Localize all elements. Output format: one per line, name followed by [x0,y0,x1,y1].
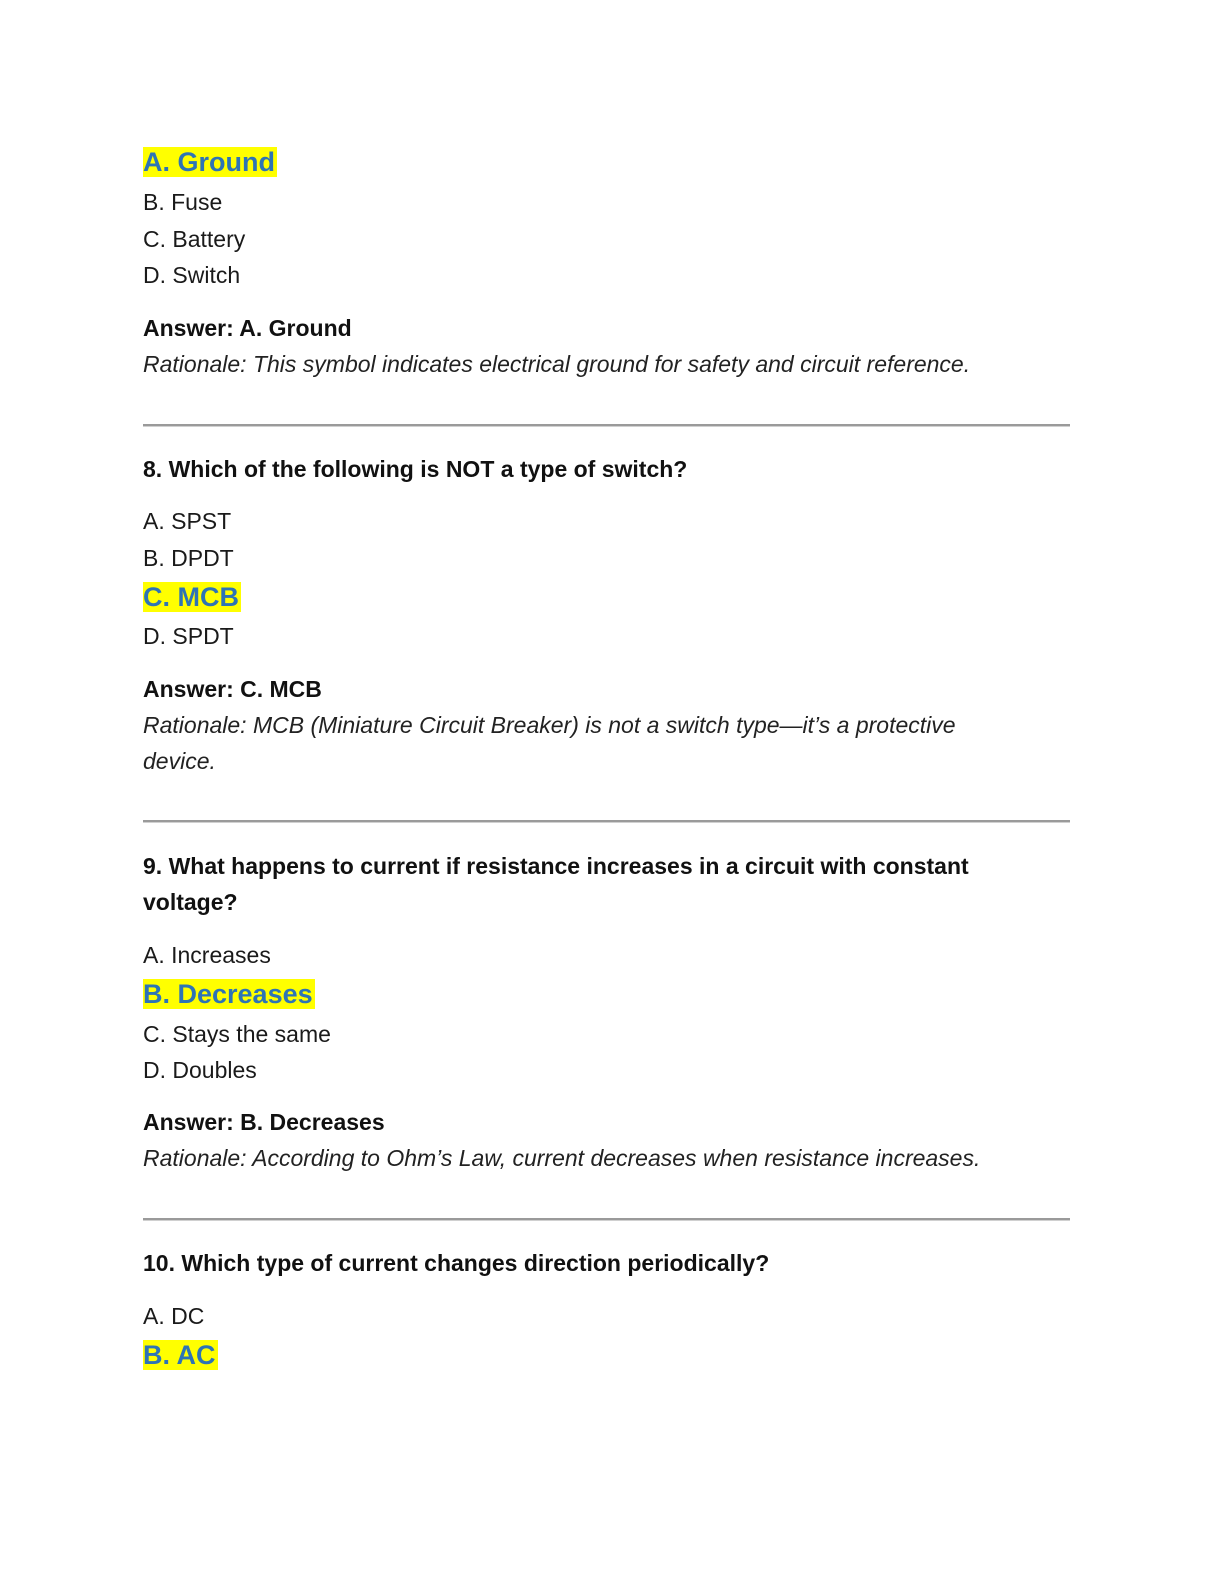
q7-answer: Answer: A. Ground [143,315,352,341]
section-divider [143,820,1070,823]
q8-option-a: A. SPST [143,508,232,534]
correct-answer-highlight: C. MCB [143,582,239,612]
q9-option-d: D. Doubles [143,1057,257,1083]
q7-rationale: Rationale: This symbol indicates electrical ground for safety and circuit reference. [143,351,971,377]
q9-option-b-correct [143,976,315,1012]
q9-answer: Answer: B. Decreases [143,1109,385,1135]
q8-question: 8. Which of the following is NOT a type of switch? [143,456,688,482]
q8-rationale-line-1: Rationale: MCB (Miniature Circuit Breaker) is not a switch type—it’s a protective [143,712,956,738]
q10-option-a: A. DC [143,1303,205,1329]
correct-answer-highlight: B. AC [143,1340,216,1370]
q7-option-a-correct [143,144,277,180]
q9-option-a: A. Increases [143,942,271,968]
q9-option-c: C. Stays the same [143,1021,331,1047]
q8-rationale-line-2: device. [143,748,216,774]
q8-answer: Answer: C. MCB [143,676,322,702]
q8-option-b: B. DPDT [143,545,234,571]
q9-rationale: Rationale: According to Ohm’s Law, current decreases when resistance increases. [143,1145,981,1171]
q10-option-b-correct [143,1337,218,1373]
section-divider [143,424,1070,427]
correct-answer-highlight: B. Decreases [143,979,313,1009]
q7-option-c: C. Battery [143,226,246,252]
q7-option-b: B. Fuse [143,189,223,215]
q8-option-d: D. SPDT [143,623,234,649]
q9-question-line-1: 9. What happens to current if resistance increases in a circuit with constant [143,853,969,879]
correct-answer-highlight: A. Ground [143,147,275,177]
section-divider [143,1218,1070,1221]
q7-option-d: D. Switch [143,262,241,288]
q8-option-c-correct [143,579,241,615]
q9-question-line-2: voltage? [143,889,238,915]
q10-question: 10. Which type of current changes direction periodically? [143,1250,770,1276]
